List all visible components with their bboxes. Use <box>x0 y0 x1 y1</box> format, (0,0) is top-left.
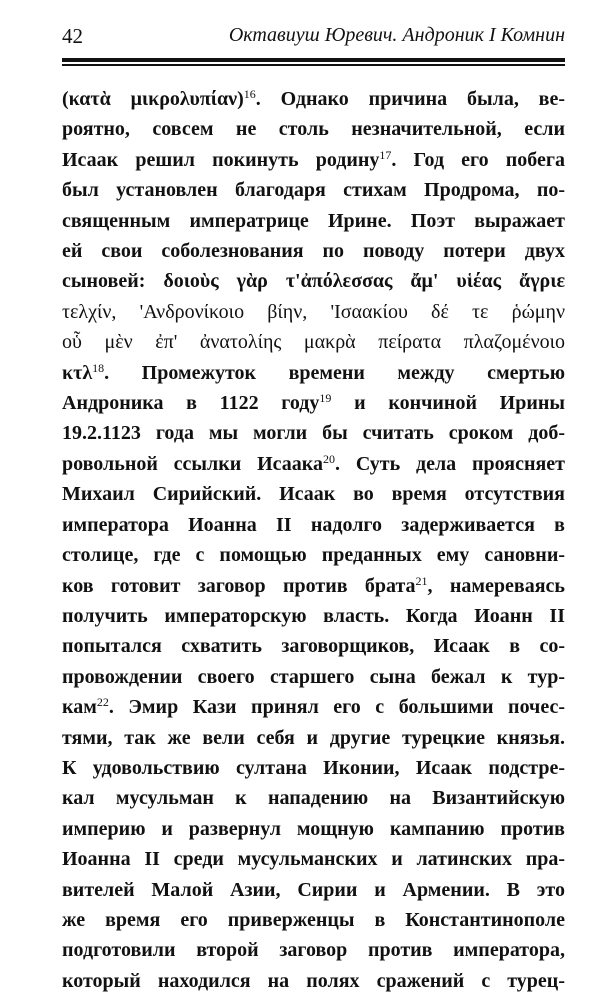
text-segment: который находился на полях сражений с турец- <box>62 969 565 992</box>
text-segment: τελχίν, 'Ανδρονίκοιο βίην, 'Ισαακίου δέ τε ῥώμην <box>62 300 565 323</box>
text-segment: ков готовит заговор против брата <box>62 574 416 597</box>
text-line <box>62 844 565 874</box>
text-segment: . Однако причина была, ве- <box>255 88 565 110</box>
text-segment: кал мусульман к нападению на Византийскую <box>62 787 565 810</box>
text-segment: Андроника в 1122 году <box>62 392 320 415</box>
text-segment: подготовили второй заговор против императора, <box>62 939 565 962</box>
text-line <box>62 905 565 935</box>
text-segment: тями, так же вели себя и другие турецкие князья. <box>62 726 565 749</box>
text-line <box>62 479 565 509</box>
header-rule-thick <box>62 58 565 62</box>
text-segment: . Год его побега <box>391 148 565 171</box>
text-segment: К удовольствию султана Иконии, Исаак подстре- <box>62 756 565 779</box>
text-line <box>62 966 565 996</box>
text-segment: провождении своего старшего сына бежал к тур- <box>62 665 565 688</box>
footnote-ref: 17 <box>379 147 392 162</box>
text-segment: империю и развернул мощную кампанию против <box>62 817 565 840</box>
text-segment: , намереваясь <box>427 574 565 597</box>
text-line <box>62 297 565 327</box>
text-line <box>62 631 565 661</box>
footnote-ref: 21 <box>415 573 428 588</box>
text-segment: κτλ <box>62 361 93 384</box>
text-segment: сыновей: δοιοὺς γὰρ τ'ἀπόλεσσας ἄμ' υἱέας ἄγριε <box>62 270 565 293</box>
text-segment: столице, где с помощью преданных ему сановни- <box>62 544 565 567</box>
text-line <box>62 571 565 601</box>
text-segment: и кончиной Ирины <box>331 392 566 415</box>
text-segment: получить императорскую власть. Когда Иоанн II <box>62 604 565 627</box>
text-line <box>62 327 565 357</box>
text-line <box>62 935 565 965</box>
text-line <box>62 540 565 570</box>
text-segment: же время его приверженцы в Константинополе <box>62 908 565 931</box>
footnote-ref: 22 <box>96 695 109 710</box>
text-segment: ей свои соболезнования по поводу потери двух <box>62 240 565 263</box>
text-segment: Иоанна II среди мусульманских и латинских пра- <box>62 848 565 871</box>
text-segment: Исаак решил покинуть родину <box>62 148 380 171</box>
text-line <box>62 145 565 175</box>
text-line <box>62 236 565 266</box>
text-line <box>62 783 565 813</box>
text-line <box>62 723 565 753</box>
text-segment: . Суть дела проясняет <box>335 452 565 475</box>
text-line <box>62 206 565 236</box>
text-line <box>62 814 565 844</box>
text-line <box>62 388 565 418</box>
text-line <box>62 358 565 388</box>
text-segment: императора Иоанна II надолго задерживается в <box>62 513 565 536</box>
text-segment: . Промежуток времени между смертью <box>104 361 565 384</box>
text-line <box>62 84 565 114</box>
text-segment: был установлен благодаря стихам Продрома, по- <box>62 179 565 202</box>
text-segment: кам <box>62 696 97 719</box>
text-line <box>62 692 565 722</box>
text-line <box>62 114 565 144</box>
text-segment: вителей Малой Азии, Сирии и Армении. В это <box>62 878 565 901</box>
text-line <box>62 662 565 692</box>
text-segment: 19.2.1123 года мы могли бы считать сроком доб- <box>62 422 565 445</box>
running-header <box>62 24 565 52</box>
text-line <box>62 418 565 448</box>
text-segment: Михаил Сирийский. Исаак во время отсутствия <box>62 483 565 506</box>
header-rule-thin <box>62 64 565 66</box>
text-segment: (κατὰ μικρολυπίαν) <box>62 88 244 110</box>
text-line <box>62 510 565 540</box>
footnote-ref: 20 <box>323 451 336 466</box>
running-title: Октавиуш Юревич. Андроник I Комнин <box>228 24 565 46</box>
footnote-ref: 16 <box>243 87 256 101</box>
body-text <box>62 84 565 996</box>
text-line <box>62 266 565 296</box>
text-segment: попытался схватить заговорщиков, Исаак в со- <box>62 635 565 658</box>
text-segment: ровольной ссылки Исаака <box>62 452 324 475</box>
text-segment: роятно, совсем не столь незначительной, если <box>62 118 565 141</box>
page-number: 42 <box>62 24 83 48</box>
text-line <box>62 175 565 205</box>
text-segment: священным императрице Ирине. Поэт выражает <box>62 209 565 232</box>
text-line <box>62 601 565 631</box>
text-segment: . Эмир Кази принял его с большими почес- <box>108 696 565 719</box>
text-segment: οὗ μὲν ἐπ' ἀνατολίης μακρὰ πείρατα πλαζομένοιο <box>62 331 565 354</box>
text-line <box>62 875 565 905</box>
footnote-ref: 18 <box>92 360 105 375</box>
text-line <box>62 449 565 479</box>
footnote-ref: 19 <box>319 391 332 406</box>
text-line <box>62 753 565 783</box>
